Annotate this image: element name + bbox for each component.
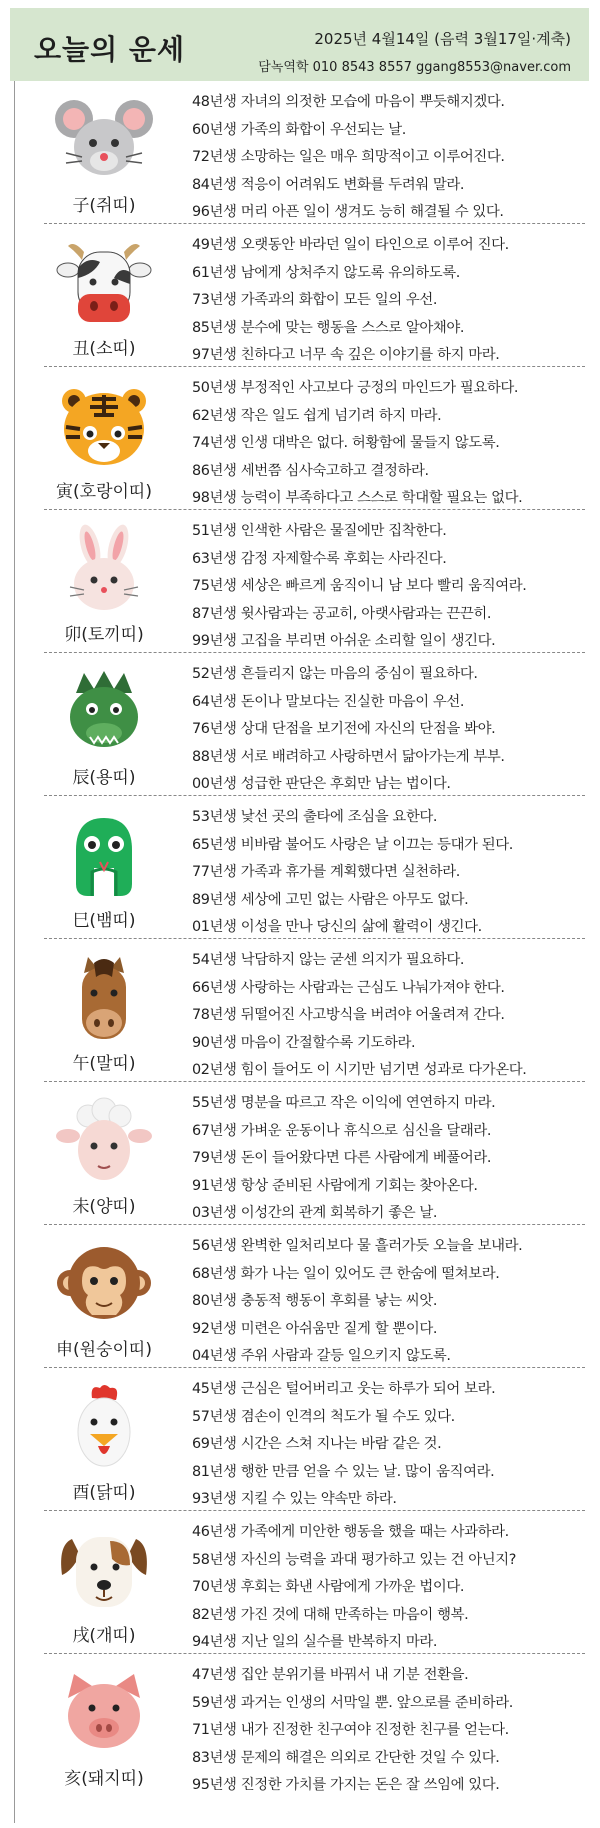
fortune-lines <box>192 947 587 1085</box>
fortune-line: 90년생 마음이 간절할수록 기도하라. <box>192 1034 416 1051</box>
fortune-line: 86년생 세번쯤 심사숙고하고 결정하라. <box>192 462 429 479</box>
fortune-line: 56년생 완벽한 일처리보다 물 흘러가듯 오늘을 보내라. <box>192 1238 523 1254</box>
zodiac-row-rabbit <box>14 510 589 653</box>
fortune-line: 55년생 명분을 따르고 작은 이익에 연연하지 마라. <box>192 1095 496 1111</box>
fortune-line: 76년생 상대 단점을 보기전에 자신의 단점을 봐야. <box>192 721 496 738</box>
fortune-lines <box>192 1233 587 1371</box>
fortune-line: 62년생 작은 일도 쉽게 넘기려 하지 마라. <box>192 407 442 424</box>
fortune-line: 89년생 세상에 고민 없는 사람은 아무도 없다. <box>192 891 469 908</box>
fortune-line: 57년생 겸손이 인격의 척도가 될 수도 있다. <box>192 1408 455 1425</box>
fortune-line: 82년생 가진 것에 대해 만족하는 마음이 행복. <box>192 1606 469 1623</box>
header-banner <box>10 8 589 81</box>
fortune-line: 49년생 오랫동안 바라던 일이 타인으로 이루어 진다. <box>192 237 509 253</box>
fortune-line: 70년생 후회는 화낸 사람에게 가까운 법이다. <box>192 1579 465 1596</box>
sheep-icon <box>54 1096 154 1186</box>
fortune-line: 69년생 시간은 스쳐 지나는 바람 같은 것. <box>192 1436 442 1453</box>
fortune-line: 79년생 돈이 들어왔다면 다른 사람에게 베풀어라. <box>192 1150 492 1167</box>
zodiac-row-tiger <box>14 367 589 510</box>
fortune-line: 94년생 지난 일의 실수를 반복하지 마라. <box>192 1634 438 1651</box>
fortune-lines <box>192 518 587 656</box>
fortune-line: 52년생 흔들리지 않는 마음의 중심이 필요하다. <box>192 666 478 682</box>
zodiac-label: 戌(개띠) <box>72 1626 136 1646</box>
horse-icon <box>54 953 154 1043</box>
fortune-line: 50년생 부정적인 사고보다 긍정의 마인드가 필요하다. <box>192 380 519 396</box>
fortune-line: 85년생 분수에 맞는 행동을 스스로 알아채야. <box>192 319 465 336</box>
zodiac-row-mouse <box>14 81 589 224</box>
fortune-line: 00년생 성급한 판단은 후회만 남는 법이다. <box>192 776 451 793</box>
zodiac-row-horse <box>14 939 589 1082</box>
zodiac-row-pig <box>14 1654 589 1823</box>
fortune-lines <box>192 1376 587 1514</box>
zodiac-label: 巳(뱀띠) <box>72 911 136 931</box>
zodiac-label: 卯(토끼띠) <box>64 625 144 645</box>
rooster-icon <box>54 1382 154 1472</box>
zodiac-row-dog <box>14 1511 589 1654</box>
fortune-line: 59년생 과거는 인생의 서막일 뿐. 앞으로를 준비하라. <box>192 1694 513 1711</box>
dog-icon <box>54 1525 154 1615</box>
fortune-lines <box>192 375 587 513</box>
fortune-line: 48년생 자녀의 의젓한 모습에 마음이 뿌듯해지겠다. <box>192 94 505 110</box>
zodiac-row-dragon <box>14 653 589 796</box>
zodiac-row-rooster <box>14 1368 589 1511</box>
fortune-line: 65년생 비바람 불어도 사랑은 날 이끄는 등대가 된다. <box>192 836 513 853</box>
fortune-line: 47년생 집안 분위기를 바꿔서 내 기분 전환을. <box>192 1667 469 1683</box>
cow-icon <box>54 238 154 328</box>
dragon-icon <box>54 667 154 757</box>
fortune-line: 77년생 가족과 휴가를 계획했다면 실천하라. <box>192 864 460 881</box>
fortune-lines <box>192 1662 587 1800</box>
fortune-line: 99년생 고집을 부리면 아쉬운 소리할 일이 생긴다. <box>192 633 496 650</box>
fortune-lines <box>192 1090 587 1228</box>
fortune-line: 51년생 인색한 사람은 물질에만 집착한다. <box>192 523 447 539</box>
zodiac-label: 午(말띠) <box>72 1054 136 1074</box>
zodiac-label: 酉(닭띠) <box>72 1483 136 1503</box>
fortune-line: 64년생 돈이나 말보다는 진실한 마음이 우선. <box>192 693 465 710</box>
fortune-line: 60년생 가족의 화합이 우선되는 날. <box>192 121 406 138</box>
mouse-icon <box>54 95 154 185</box>
zodiac-label: 寅(호랑이띠) <box>56 482 152 502</box>
fortune-line: 54년생 낙담하지 않는 굳센 의지가 필요하다. <box>192 952 465 968</box>
fortune-line: 71년생 내가 진정한 친구여야 진정한 친구를 얻는다. <box>192 1722 509 1739</box>
fortune-line: 98년생 능력이 부족하다고 스스로 학대할 필요는 없다. <box>192 490 523 507</box>
rabbit-icon <box>54 524 154 614</box>
fortune-line: 81년생 행한 만큼 얻을 수 있는 날. 많이 움직여라. <box>192 1463 495 1480</box>
fortune-line: 92년생 미련은 아쉬움만 짙게 할 뿐이다. <box>192 1320 438 1337</box>
fortune-lines <box>192 89 587 227</box>
fortune-line: 93년생 지킬 수 있는 약속만 하라. <box>192 1491 397 1508</box>
fortune-line: 73년생 가족과의 화합이 모든 일의 우선. <box>192 292 438 309</box>
fortune-line: 63년생 감정 자제할수록 후회는 사라진다. <box>192 550 447 567</box>
zodiac-row-sheep <box>14 1082 589 1225</box>
zodiac-label: 亥(돼지띠) <box>64 1769 144 1789</box>
zodiac-label: 辰(용띠) <box>72 768 136 788</box>
source-line: 담녹역학 010 8543 8557 ggang8553@naver.com <box>258 60 571 75</box>
date-line: 2025년 4월14일 (음력 3월17일·계축) <box>314 30 571 48</box>
fortune-line: 83년생 문제의 해결은 의외로 간단한 것일 수 있다. <box>192 1749 500 1766</box>
page-title: 오늘의 운세 <box>34 33 185 66</box>
fortune-line: 01년생 이성을 만나 당신의 삶에 활력이 생긴다. <box>192 919 482 936</box>
fortune-line: 68년생 화가 나는 일이 있어도 큰 한숨에 떨쳐보라. <box>192 1265 500 1282</box>
fortune-line: 74년생 인생 대박은 없다. 허황함에 물들지 않도록. <box>192 435 500 452</box>
fortune-line: 78년생 뒤떨어진 사고방식을 버려야 어울려져 간다. <box>192 1007 505 1024</box>
fortune-line: 91년생 항상 준비된 사람에게 기회는 찾아온다. <box>192 1177 478 1194</box>
fortune-lines <box>192 661 587 799</box>
fortune-line: 45년생 근심은 털어버리고 웃는 하루가 되어 보라. <box>192 1381 496 1397</box>
fortune-lines <box>192 804 587 942</box>
zodiac-label: 子(쥐띠) <box>72 196 136 216</box>
fortune-line: 02년생 힘이 들어도 이 시기만 넘기면 성과로 다가온다. <box>192 1062 527 1079</box>
zodiac-row-cow <box>14 224 589 367</box>
fortune-line: 95년생 진정한 가치를 가지는 돈은 잘 쓰임에 있다. <box>192 1777 500 1794</box>
fortune-line: 04년생 주위 사람과 갈등 일으키지 않도록. <box>192 1348 451 1365</box>
fortune-line: 58년생 자신의 능력을 과대 평가하고 있는 건 아닌지? <box>192 1551 516 1568</box>
fortune-line: 88년생 서로 배려하고 사랑하면서 닮아가는게 부부. <box>192 748 505 765</box>
fortune-line: 96년생 머리 아픈 일이 생겨도 능히 해결될 수 있다. <box>192 204 504 221</box>
fortune-line: 53년생 낯선 곳의 출타에 조심을 요한다. <box>192 809 438 825</box>
zodiac-label: 申(원숭이띠) <box>56 1340 152 1360</box>
fortune-lines <box>192 1519 587 1657</box>
fortune-line: 46년생 가족에게 미안한 행동을 했을 때는 사과하라. <box>192 1524 509 1540</box>
zodiac-row-snake <box>14 796 589 939</box>
fortune-line: 97년생 친하다고 너무 속 깊은 이야기를 하지 마라. <box>192 347 500 364</box>
pig-icon <box>54 1668 154 1758</box>
zodiac-label: 未(양띠) <box>72 1197 136 1217</box>
zodiac-row-monkey <box>14 1225 589 1368</box>
fortune-line: 67년생 가벼운 운동이나 휴식으로 심신을 달래라. <box>192 1122 492 1139</box>
fortune-line: 66년생 사랑하는 사람과는 근심도 나눠가져야 한다. <box>192 979 505 996</box>
fortune-lines <box>192 232 587 370</box>
tiger-icon <box>54 381 154 471</box>
zodiac-label: 丑(소띠) <box>72 339 136 359</box>
fortune-line: 80년생 충동적 행동이 후회를 낳는 씨앗. <box>192 1293 438 1310</box>
monkey-icon <box>54 1239 154 1329</box>
fortune-line: 84년생 적응이 어려워도 변화를 두려워 말라. <box>192 176 465 193</box>
fortune-line: 75년생 세상은 빠르게 움직이니 남 보다 빨리 움직여라. <box>192 578 527 595</box>
fortune-line: 61년생 남에게 상처주지 않도록 유의하도록. <box>192 264 460 281</box>
fortune-line: 03년생 이성간의 관계 회복하기 좋은 날. <box>192 1205 438 1222</box>
fortune-line: 87년생 윗사람과는 공교히, 아랫사람과는 끈끈히. <box>192 605 492 622</box>
fortune-line: 72년생 소망하는 일은 매우 희망적이고 이루어진다. <box>192 149 505 166</box>
snake-icon <box>54 810 154 900</box>
